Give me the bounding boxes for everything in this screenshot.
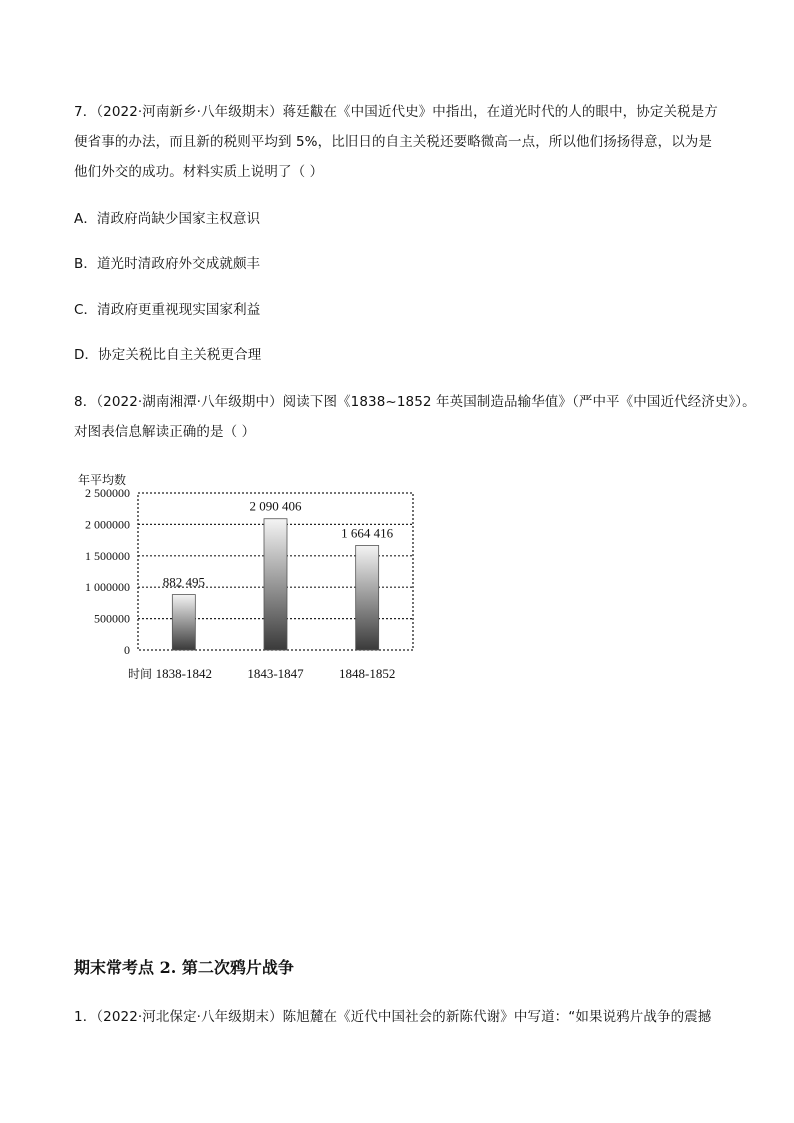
bar <box>356 545 379 650</box>
q7-stem-line-3: 他们外交的成功。材料实质上说明了（ ） <box>74 164 324 180</box>
y-tick-label: 0 <box>124 643 130 657</box>
x-tick-label: 1843-1847 <box>247 666 304 681</box>
q7-stem-line-2: 便省事的办法，而且新的税则平均到 5%，比旧日的自主关税还要略微高一点，所以他们扬扬得意，以为是 <box>74 134 713 150</box>
bar <box>172 595 195 650</box>
bar-chart <box>72 470 432 690</box>
y-axis-label: 年平均数 <box>78 473 127 487</box>
bar <box>264 519 287 650</box>
y-tick-label: 500000 <box>94 611 130 626</box>
q8-stem-line-1: 8．（2022·湖南湘潭·八年级期中）阅读下图《1838~1852 年英国制造品输华值》（严中平《中国近代经济史》）。 <box>74 394 756 410</box>
y-tick-label: 2 000000 <box>85 517 130 532</box>
x-tick-label: 1838-1842 <box>155 666 213 681</box>
x-axis-label: 时间 <box>128 667 153 681</box>
q7-stem-line-1: 7．（2022·河南新乡·八年级期末）蒋廷黻在《中国近代史》中指出，在道光时代的人的眼中，协定关税是方 <box>74 104 718 120</box>
q7-option-d: D．协定关税比自主关税更合理 <box>74 347 262 363</box>
y-tick-label: 2 500000 <box>85 486 130 500</box>
y-tick-label: 1 500000 <box>85 548 130 563</box>
bar-value-label: 2 090 406 <box>249 498 302 514</box>
section-title: 期末常考点 2. 第二次鸦片战争 <box>74 958 294 977</box>
q7-option-b: B．道光时清政府外交成就颇丰 <box>74 256 261 272</box>
q1-stem-line-1: 1．（2022·河北保定·八年级期末）陈旭麓在《近代中国社会的新陈代谢》中写道：“如果说鸦片战争的震撼 <box>74 1009 712 1025</box>
bar-value-label: 1 664 416 <box>341 525 394 541</box>
x-tick-label: 1848-1852 <box>338 666 396 681</box>
q8-stem-line-2: 对图表信息解读正确的是（ ） <box>74 424 256 440</box>
bar-value-label: 882 495 <box>162 574 205 590</box>
y-tick-label: 1 000000 <box>85 580 130 595</box>
q7-option-c: C．清政府更重视现实国家利益 <box>74 302 261 318</box>
q7-option-a: A．清政府尚缺少国家主权意识 <box>74 211 261 227</box>
